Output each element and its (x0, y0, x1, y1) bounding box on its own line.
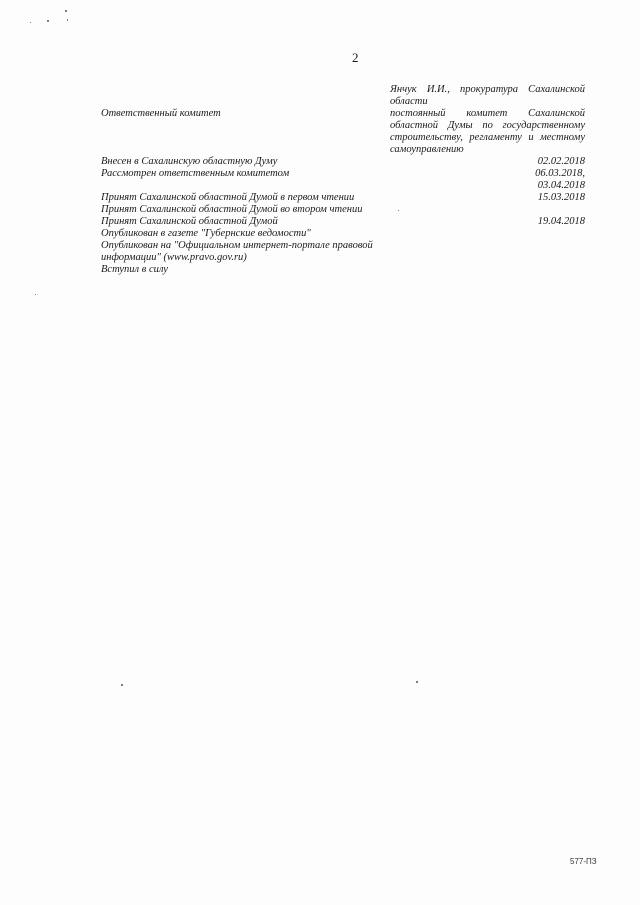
footer-code: 577-ПЗ (570, 857, 597, 866)
entry-label-adopted: Принят Сахалинской областной Думой (101, 216, 278, 227)
entry-label-committee: Рассмотрен ответственным комитетом (101, 168, 290, 179)
scan-speck (65, 10, 67, 12)
scan-speck (121, 684, 123, 686)
entry-label-published-portal: Опубликован на "Официальном интернет-портале правовой (101, 240, 373, 251)
entry-label-second-reading: Принят Сахалинской областной Думой во втором чтении (101, 204, 363, 215)
scan-speck (398, 210, 399, 211)
entry-date-committee-1: 06.03.2018, (535, 168, 585, 179)
scan-speck (30, 22, 31, 23)
entry-label-entered-force: Вступил в силу (101, 264, 168, 275)
scan-speck (416, 681, 418, 683)
scan-speck (67, 19, 68, 21)
entry-date-adopted: 19.04.2018 (537, 216, 585, 227)
entry-label-introduced: Внесен в Сахалинскую областную Думу (101, 156, 278, 167)
entry-label-published-newspaper: Опубликован в газете "Губернские ведомости" (101, 228, 311, 239)
entry-date-introduced: 02.02.2018 (537, 156, 585, 167)
entry-date-first-reading: 15.03.2018 (537, 192, 585, 203)
scan-speck (35, 294, 36, 295)
entry-label-first-reading: Принят Сахалинской областной Думой в первом чтении (101, 192, 355, 203)
entry-label-published-portal-cont: информации" (www.pravo.gov.ru) (101, 252, 247, 263)
page-number: 2 (352, 50, 359, 65)
responsible-committee-value: постоянный комитет Сахалинской областной Думы по государственному строительству, регламенту и местному самоуправлению (390, 108, 585, 155)
entry-date-committee-2: 03.04.2018 (537, 180, 585, 191)
scan-speck (47, 20, 49, 22)
introduced-by: Янчук И.И., прокуратура Сахалинской области (390, 84, 585, 107)
responsible-committee-label: Ответственный комитет (101, 108, 221, 119)
